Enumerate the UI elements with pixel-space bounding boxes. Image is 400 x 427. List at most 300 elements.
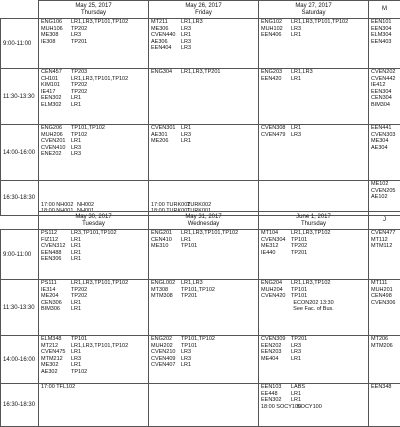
time-slot-row xyxy=(1,69,400,125)
room-list: NH002 xyxy=(77,202,94,209)
course-code: ME306 xyxy=(151,26,179,33)
day-header xyxy=(39,212,149,230)
exam-cell xyxy=(149,384,259,427)
room-list: LR3 xyxy=(181,132,191,139)
room-list: LR1 xyxy=(181,32,191,39)
course-code: AE306 xyxy=(151,39,179,46)
exam-cell xyxy=(369,125,400,181)
course-code: EEN101 xyxy=(371,19,399,26)
course-code: ENGL002 xyxy=(151,280,179,287)
exam-entry xyxy=(261,293,366,300)
date-label: J xyxy=(369,217,400,224)
course-code: EEN403 xyxy=(371,39,399,46)
exam-entry xyxy=(261,237,366,244)
day-header xyxy=(369,1,400,19)
course-code: CVEN202 xyxy=(371,69,399,76)
room-list: LR3 xyxy=(71,145,81,152)
exam-entry xyxy=(41,287,146,294)
course-code: EEN103 xyxy=(261,384,289,391)
course-code: ELM348 xyxy=(41,336,69,343)
room-list: TP101 xyxy=(291,293,307,300)
date-label: May 30, 2017 xyxy=(39,214,148,221)
course-code: EEN306 xyxy=(41,256,69,263)
room-list: LR1 xyxy=(181,138,191,145)
room-list: LR1 xyxy=(71,102,81,109)
room-list: LR1 xyxy=(71,250,81,257)
room-list: LR3 xyxy=(181,45,191,52)
course-code: CVEN407 xyxy=(151,362,179,369)
room-list: LR1 xyxy=(71,349,81,356)
course-code: MT212 xyxy=(41,343,69,350)
course-code: 17:00 NH002 xyxy=(41,202,75,209)
course-code: MTM212 xyxy=(41,356,69,363)
exam-entry xyxy=(41,132,146,139)
exam-entry xyxy=(371,95,398,102)
course-code: EEN304 xyxy=(371,26,399,33)
time-slot-label: 11:30-13:30 xyxy=(1,280,39,336)
exam-entry xyxy=(41,151,146,158)
time-slot-label: 11:30-13:30 xyxy=(1,69,39,125)
exam-entry xyxy=(371,89,398,96)
exam-entry xyxy=(151,132,256,139)
course-code: AE304 xyxy=(371,145,399,152)
course-code: PS111 xyxy=(41,280,69,287)
course-code: EEN304 xyxy=(371,89,399,96)
time-slot-row xyxy=(1,230,400,280)
room-list: TP101 xyxy=(71,336,87,343)
exam-cell xyxy=(39,19,149,69)
course-code: CVEN475 xyxy=(41,349,69,356)
exam-cell xyxy=(149,125,259,181)
course-code: EEN420 xyxy=(261,76,289,83)
header-row xyxy=(1,212,400,230)
exam-entry xyxy=(41,362,146,369)
exam-entry xyxy=(151,26,256,33)
exam-entry xyxy=(261,384,366,391)
date-label: June 1, 2017 xyxy=(259,214,368,221)
exam-cell xyxy=(369,230,400,280)
course-code: FIZ112 xyxy=(41,237,69,244)
course-code: MT211 xyxy=(151,19,179,26)
exam-entry xyxy=(41,69,146,76)
weekday-label: Friday xyxy=(149,10,258,17)
course-code: CEN304 xyxy=(371,95,399,102)
room-list: LR1,LR3 xyxy=(291,69,313,76)
room-list: LR3 xyxy=(181,356,191,363)
time-slot-label: 9:00-11:00 xyxy=(1,19,39,69)
course-code: ME204 xyxy=(41,293,69,300)
exam-entry xyxy=(261,243,366,250)
exam-entry xyxy=(41,82,146,89)
room-list: LR3 xyxy=(71,356,81,363)
note-line: ECON202 13:30 xyxy=(261,300,366,307)
course-code: EEN488 xyxy=(41,250,69,257)
room-list: LR1 xyxy=(71,362,81,369)
weekday-label: Tuesday xyxy=(39,221,148,228)
course-code: AE301 xyxy=(151,132,179,139)
course-code: MT206 xyxy=(371,336,399,343)
exam-cell xyxy=(259,69,369,125)
exam-entry xyxy=(41,89,146,96)
course-code: IE412 xyxy=(371,82,399,89)
course-code: CEN306 xyxy=(41,300,69,307)
course-code: 17:00 TFL102 xyxy=(41,384,75,391)
room-list: LR1 xyxy=(291,391,301,398)
course-code: MTM308 xyxy=(151,293,179,300)
exam-cell xyxy=(369,69,400,125)
course-code: ENG201 xyxy=(151,230,179,237)
exam-entry xyxy=(151,230,256,237)
course-code: 18:00 NH001 xyxy=(41,208,75,215)
time-slot-label: 16:30-18:30 xyxy=(1,384,39,427)
room-list: TP202 xyxy=(71,293,87,300)
exam-cell xyxy=(149,280,259,336)
course-code: ME310 xyxy=(151,243,179,250)
exam-cell xyxy=(39,125,149,181)
date-label: M xyxy=(369,6,400,13)
exam-entry xyxy=(41,250,146,257)
course-code: CVEN201 xyxy=(41,138,69,145)
room-list: LR1 xyxy=(291,32,301,39)
course-code: IE440 xyxy=(261,250,289,257)
exam-cell xyxy=(259,230,369,280)
room-list: LR1,LR3,TP101,TP102 xyxy=(71,76,128,83)
course-code: AE102 xyxy=(371,194,399,201)
exam-entry xyxy=(261,356,366,363)
time-slot-row xyxy=(1,336,400,384)
room-list: LR1 xyxy=(181,237,191,244)
room-list: TP101 xyxy=(291,237,307,244)
room-list: LR3 xyxy=(71,32,81,39)
course-code: ENG206 xyxy=(41,125,69,132)
room-list: LR1,LR3,TP102 xyxy=(291,230,330,237)
room-list: TP203 xyxy=(71,69,87,76)
exam-entry xyxy=(41,19,146,26)
room-list: LR1 xyxy=(71,95,81,102)
exam-entry xyxy=(151,362,256,369)
exam-cell xyxy=(149,69,259,125)
course-code: CEN498 xyxy=(371,293,399,300)
room-list: TP101,TP102 xyxy=(71,125,105,132)
exam-cell xyxy=(39,230,149,280)
exam-cell xyxy=(149,336,259,384)
course-code: MT104 xyxy=(261,230,289,237)
room-list: TP101 xyxy=(181,243,197,250)
exam-entry xyxy=(261,343,366,350)
course-code: CVEN306 xyxy=(371,300,399,307)
time-slot-row xyxy=(1,125,400,181)
course-code: MTM206 xyxy=(371,343,399,350)
exam-entry xyxy=(41,39,146,46)
room-list: LR1,LR3,TP101,TP102 xyxy=(71,19,128,26)
exam-entry xyxy=(41,243,146,250)
exam-cell xyxy=(369,384,400,427)
exam-entry xyxy=(261,26,366,33)
exam-entry xyxy=(371,188,398,195)
time-slot-label: 14:00-16:00 xyxy=(1,125,39,181)
course-code: EEN302 xyxy=(261,397,289,404)
course-code: 18:00 SOCY100 xyxy=(261,404,295,411)
exam-entry xyxy=(261,391,366,398)
course-code: ME404 xyxy=(261,356,289,363)
course-code: ENG102 xyxy=(261,19,289,26)
exam-entry xyxy=(371,26,398,33)
course-code: EEN404 xyxy=(151,45,179,52)
room-list: LR3 xyxy=(71,151,81,158)
course-code: AE302 xyxy=(41,369,69,376)
room-list: LR1,LR3,TP101,TP102 xyxy=(291,19,348,26)
room-list: LR3 xyxy=(291,349,301,356)
exam-entry xyxy=(41,280,146,287)
exam-entry xyxy=(261,132,366,139)
room-list: LR1 xyxy=(291,356,301,363)
weekday-label: Saturday xyxy=(259,10,368,17)
course-code: MUH106 xyxy=(41,26,69,33)
room-list: SOCY100 xyxy=(297,404,322,411)
day-header xyxy=(369,212,400,230)
exam-cell xyxy=(149,19,259,69)
exam-entry xyxy=(41,293,146,300)
exam-entry xyxy=(41,125,146,132)
exam-cell xyxy=(369,280,400,336)
room-list: LR1 xyxy=(291,397,301,404)
exam-entry xyxy=(41,369,146,376)
course-code: 17:00 TURK002 xyxy=(151,202,185,209)
exam-entry xyxy=(261,404,366,411)
course-code: ENG204 xyxy=(261,280,289,287)
exam-entry xyxy=(371,287,398,294)
exam-entry xyxy=(371,230,398,237)
exam-entry xyxy=(151,39,256,46)
room-list: LR3 xyxy=(181,349,191,356)
exam-entry xyxy=(261,287,366,294)
exam-entry xyxy=(261,250,366,257)
room-list: TP202 xyxy=(71,89,87,96)
exam-entry xyxy=(41,145,146,152)
exam-entry xyxy=(41,349,146,356)
course-code: ME206 xyxy=(151,138,179,145)
course-code: BIM306 xyxy=(41,306,69,313)
course-code: MUH206 xyxy=(41,132,69,139)
course-code: CVEN303 xyxy=(371,132,399,139)
room-list: TP101,TP102 xyxy=(181,287,215,294)
course-code: KIM101 xyxy=(41,82,69,89)
exam-entry xyxy=(151,349,256,356)
weekday-label: Thursday xyxy=(39,10,148,17)
course-code: CVEN308 xyxy=(261,125,289,132)
room-list: LR1,LR3,TP101,TP102 xyxy=(181,230,238,237)
exam-entry xyxy=(151,19,256,26)
exam-entry xyxy=(151,237,256,244)
room-list: LR1 xyxy=(71,138,81,145)
exam-entry xyxy=(41,76,146,83)
exam-schedule-week2 xyxy=(0,211,400,427)
date-label: May 26, 2017 xyxy=(149,3,258,10)
room-list: LR3 xyxy=(181,26,191,33)
course-code: CVEN409 xyxy=(151,356,179,363)
course-code: MUH102 xyxy=(261,26,289,33)
exam-entry xyxy=(371,145,398,152)
course-code: BIM304 xyxy=(371,102,399,109)
course-code: MUH202 xyxy=(151,343,179,350)
exam-entry xyxy=(371,76,398,83)
room-list: TP202 xyxy=(71,82,87,89)
room-list: LR1 xyxy=(181,125,191,132)
exam-entry xyxy=(41,237,146,244)
date-label: May 27, 2017 xyxy=(259,3,368,10)
room-list: TP201 xyxy=(181,293,197,300)
room-list: LR1,LR3,TP101,TP102 xyxy=(71,343,128,350)
header-row xyxy=(1,1,400,19)
room-list: TP202 xyxy=(71,26,87,33)
weekday-label: Thursday xyxy=(259,221,368,228)
day-header xyxy=(259,212,369,230)
exam-entry xyxy=(261,76,366,83)
course-code: ENE202 xyxy=(41,151,69,158)
course-code: ENG106 xyxy=(41,19,69,26)
exam-cell xyxy=(39,280,149,336)
day-header xyxy=(149,1,259,19)
course-code: CVEN210 xyxy=(151,349,179,356)
course-code: CVEN309 xyxy=(261,336,289,343)
exam-entry xyxy=(41,384,146,391)
exam-entry xyxy=(371,132,398,139)
course-code: EEN441 xyxy=(371,125,399,132)
exam-entry xyxy=(371,280,398,287)
day-header xyxy=(259,1,369,19)
exam-entry xyxy=(371,82,398,89)
room-list: TP201 xyxy=(291,250,307,257)
room-list: LR1 xyxy=(71,243,81,250)
exam-entry xyxy=(151,336,256,343)
time-slot-row xyxy=(1,280,400,336)
exam-entry xyxy=(151,293,256,300)
note-line: See Fac. of Bus. xyxy=(261,306,366,313)
exam-entry xyxy=(41,32,146,39)
room-list: TP101 xyxy=(291,287,307,294)
exam-entry xyxy=(151,243,256,250)
day-header xyxy=(39,1,149,19)
course-code: ENG202 xyxy=(151,336,179,343)
room-list: LR1 xyxy=(181,362,191,369)
course-code: ME308 xyxy=(41,32,69,39)
course-code: ME102 xyxy=(371,181,399,188)
room-list: LR1 xyxy=(71,256,81,263)
exam-entry xyxy=(261,280,366,287)
exam-entry xyxy=(151,138,256,145)
exam-entry xyxy=(151,287,256,294)
room-list: LR1 xyxy=(71,237,81,244)
exam-entry xyxy=(41,356,146,363)
exam-entry xyxy=(371,39,398,46)
date-label: May 25, 2017 xyxy=(39,3,148,10)
exam-entry xyxy=(371,237,398,244)
exam-entry xyxy=(41,102,146,109)
time-slot-label: 14:00-16:00 xyxy=(1,336,39,384)
course-code: MT112 xyxy=(371,237,399,244)
exam-entry xyxy=(151,125,256,132)
weekday-label: Wednesday xyxy=(149,221,258,228)
exam-entry xyxy=(371,194,398,201)
exam-entry xyxy=(261,230,366,237)
course-code: CVEN479 xyxy=(261,132,289,139)
exam-entry xyxy=(151,280,256,287)
room-list: TP101,TP102 xyxy=(181,336,215,343)
room-list: LR3 xyxy=(291,343,301,350)
time-slot-label: 9:00-11:00 xyxy=(1,230,39,280)
exam-entry xyxy=(371,336,398,343)
course-code: CEN457 xyxy=(41,69,69,76)
course-code: EEN202 xyxy=(261,343,289,350)
course-code: ME302 xyxy=(41,362,69,369)
time-slot-row xyxy=(1,384,400,427)
course-code: EEN406 xyxy=(261,32,289,39)
exam-entry xyxy=(41,306,146,313)
exam-cell xyxy=(259,384,369,427)
room-list: TP202 xyxy=(71,287,87,294)
course-code: ENG304 xyxy=(151,69,179,76)
exam-entry xyxy=(371,102,398,109)
course-code: CVEN205 xyxy=(371,188,399,195)
room-list: LR1 xyxy=(71,306,81,313)
exam-entry xyxy=(371,32,398,39)
exam-entry xyxy=(371,343,398,350)
exam-entry xyxy=(371,125,398,132)
course-code: CVEN304 xyxy=(261,237,289,244)
room-list: LR1,LR3,TP101,TP102 xyxy=(71,280,128,287)
corner-cell xyxy=(1,1,39,19)
exam-cell xyxy=(369,19,400,69)
exam-entry xyxy=(41,343,146,350)
room-list: LR3 xyxy=(291,132,301,139)
exam-cell xyxy=(39,336,149,384)
room-list: TURK002 xyxy=(187,202,211,209)
exam-entry xyxy=(151,356,256,363)
exam-entry xyxy=(371,293,398,300)
course-code: ME312 xyxy=(261,243,289,250)
exam-entry xyxy=(261,336,366,343)
room-list: LR1,LR3,TP102 xyxy=(291,280,330,287)
room-list: LR1,LR3,TP201 xyxy=(181,69,220,76)
exam-entry xyxy=(371,300,398,307)
exam-entry xyxy=(371,19,398,26)
room-list: LR1,LR3 xyxy=(181,19,203,26)
exam-entry xyxy=(151,202,256,209)
course-code: IE308 xyxy=(41,39,69,46)
room-list: TP202 xyxy=(291,243,307,250)
course-code: CVEN440 xyxy=(151,32,179,39)
exam-entry xyxy=(41,256,146,263)
time-slot-row xyxy=(1,19,400,69)
course-code: MTM112 xyxy=(371,243,399,250)
course-code: EEN203 xyxy=(261,349,289,356)
exam-cell xyxy=(259,280,369,336)
exam-entry xyxy=(151,45,256,52)
exam-entry xyxy=(151,32,256,39)
room-list: LR1 xyxy=(291,125,301,132)
course-code: ENG203 xyxy=(261,69,289,76)
course-code: CVEN301 xyxy=(151,125,179,132)
course-code: MUH204 xyxy=(261,287,289,294)
course-code: CH101 xyxy=(41,76,69,83)
exam-entry xyxy=(371,384,398,391)
exam-entry xyxy=(41,230,146,237)
course-code: ELM304 xyxy=(371,32,399,39)
exam-cell xyxy=(369,336,400,384)
course-code: CVEN420 xyxy=(261,293,289,300)
exam-entry xyxy=(151,69,256,76)
course-code: CVEN312 xyxy=(41,243,69,250)
